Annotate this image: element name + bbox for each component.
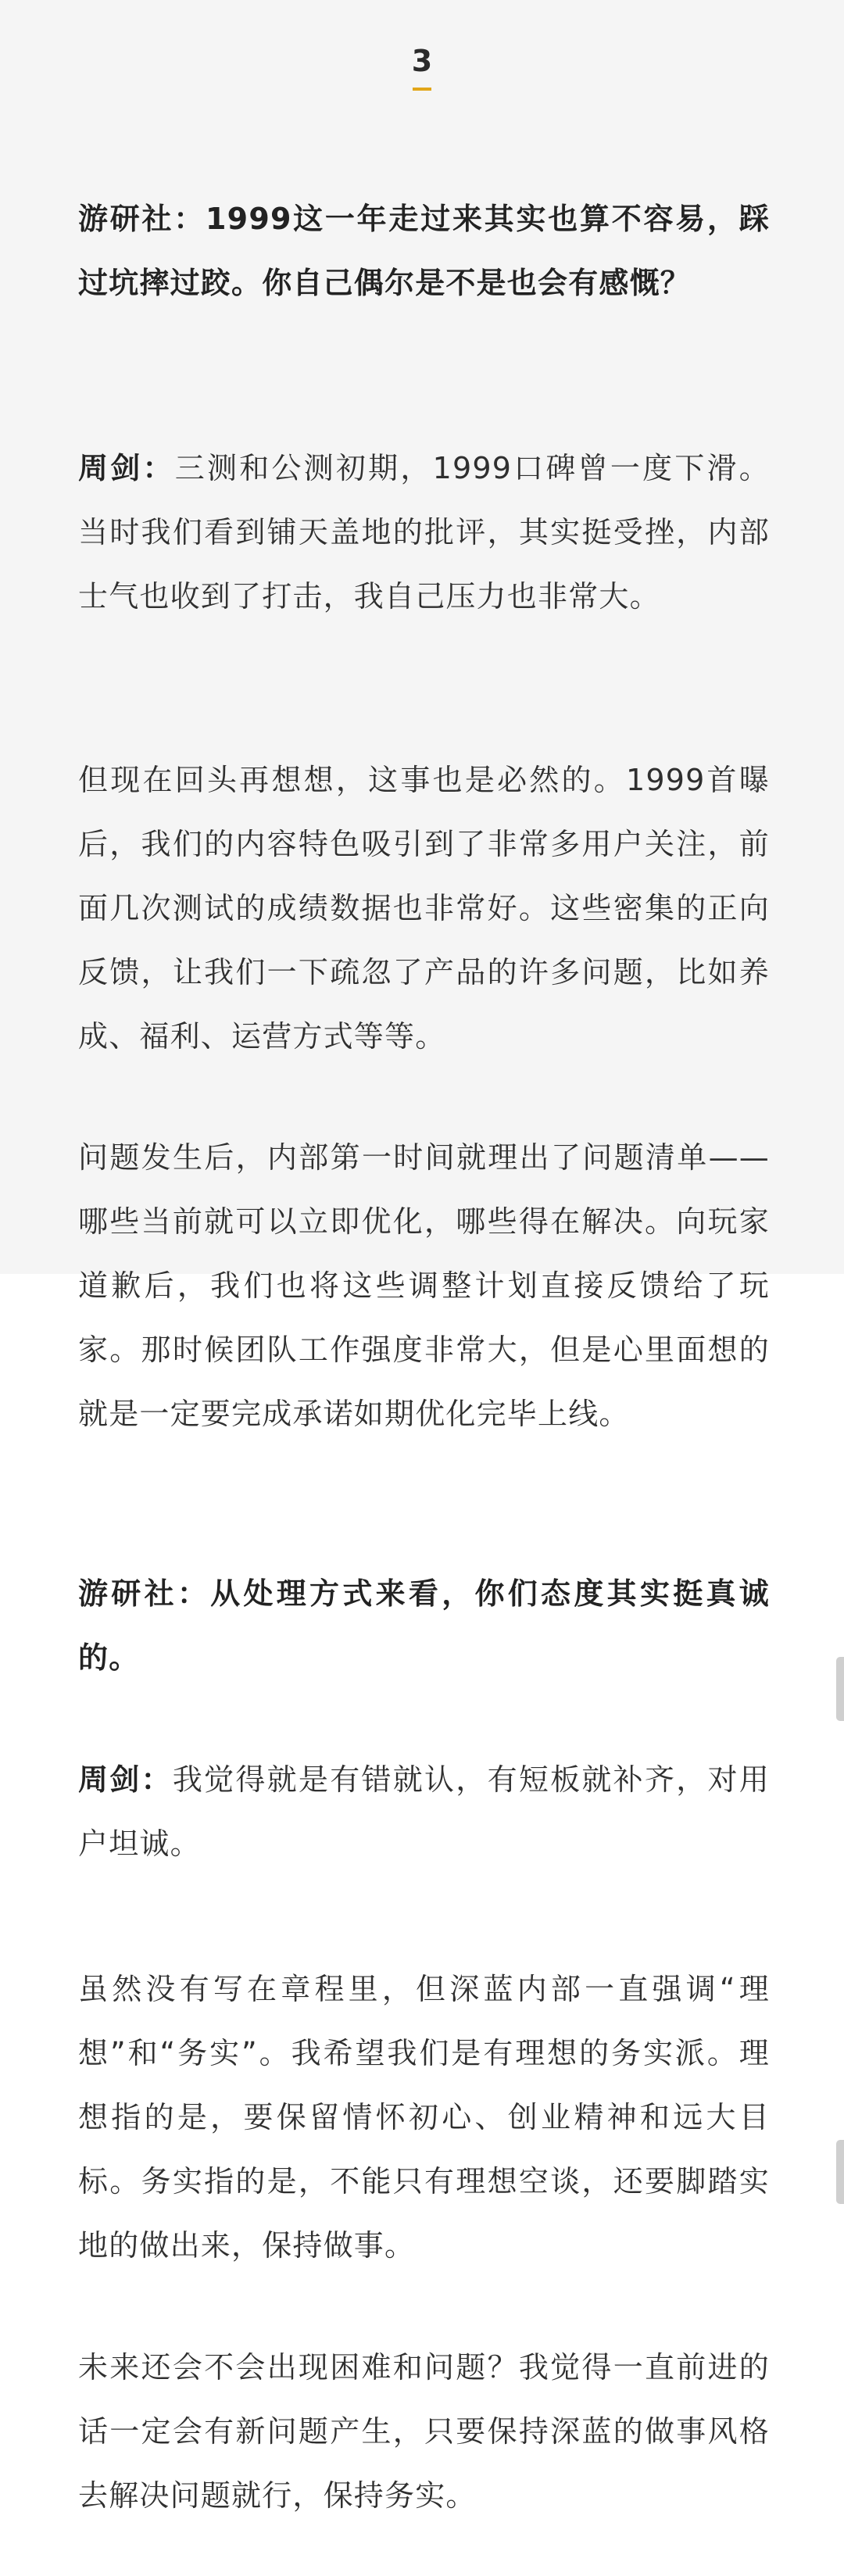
answer-paragraph [78,1748,770,1876]
answer-text: 三测和公测初期，1999口碑曾一度下滑。当时我们看到铺天盖地的批评，其实挺受挫，内部士气也收到了打击，我自己压力也非常大。 [78,451,770,614]
speaker-label: 周剑： [78,451,175,485]
answer-paragraph [78,436,770,628]
section-underline [413,88,431,91]
speaker-label: 周剑： [78,1762,173,1797]
body-paragraph: 问题发生后，内部第一时间就理出了问题清单——哪些当前就可以立即优化，哪些得在解决。向玩家道歉后，我们也将这些调整计划直接反馈给了玩家。那时候团队工作强度非常大，但是心里面想的就是一定要完成承诺如期优化完毕上线。 [78,1140,770,1431]
scroll-indicator[interactable] [836,1657,844,1721]
section-number: 3 [411,44,433,78]
scroll-indicator[interactable] [836,2140,844,2204]
question-paragraph: 游研社：1999这一年走过来其实也算不容易，踩过坑摔过跤。你自己偶尔是不是也会有感慨？ [78,202,770,300]
body-paragraph: 虽然没有写在章程里，但深蓝内部一直强调“理想”和“务实”。我希望我们是有理想的务实派。理想指的是，要保留情怀初心、创业精神和远大目标。务实指的是，不能只有理想空谈，还要脚踏实地的做出来，保持做事。 [78,1972,770,2263]
body-paragraph: 未来还会不会出现困难和问题？我觉得一直前进的话一定会有新问题产生，只要保持深蓝的做事风格去解决问题就行，保持务实。 [78,2350,770,2513]
body-paragraph: 但现在回头再想想，这事也是必然的。1999首曝后，我们的内容特色吸引到了非常多用户关注，前面几次测试的成绩数据也非常好。这些密集的正向反馈，让我们一下疏忽了产品的许多问题，比如养成、福利、运营方式等等。 [78,763,770,1054]
question-paragraph: 游研社：从处理方式来看，你们态度其实挺真诚的。 [78,1576,770,1675]
answer-text: 我觉得就是有错就认，有短板就补齐，对用户坦诚。 [78,1762,770,1861]
